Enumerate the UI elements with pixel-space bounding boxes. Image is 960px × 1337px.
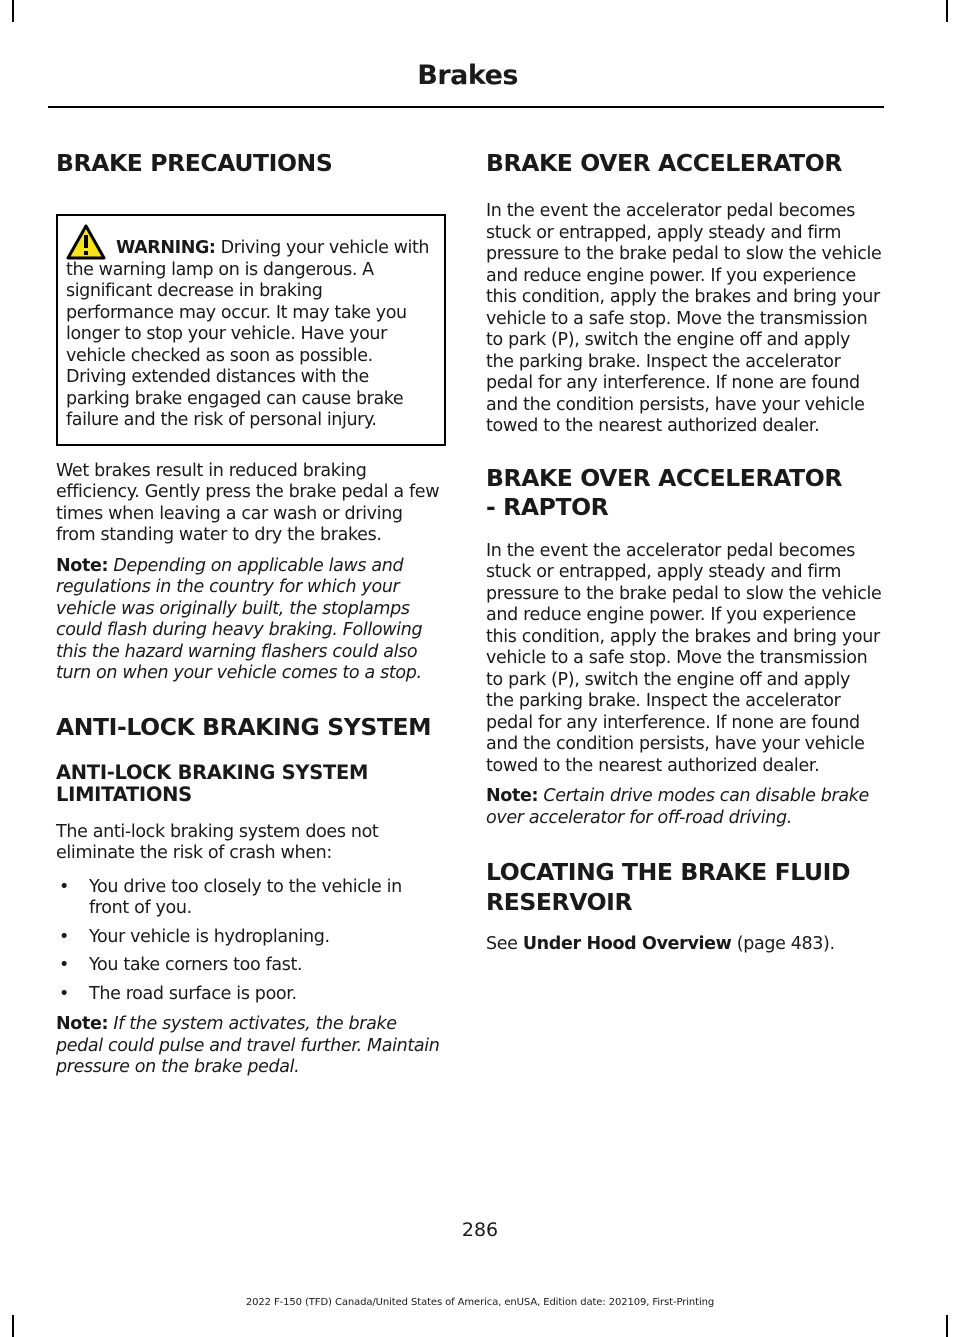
header-divider bbox=[48, 106, 884, 108]
brake-over-accelerator-raptor-heading: BRAKE OVER ACCELERATOR - RAPTOR bbox=[486, 463, 843, 521]
note-label: Note: bbox=[56, 1014, 109, 1034]
note-body: Certain drive modes can disable brake over accelerator for off-road driving. bbox=[486, 786, 869, 828]
note-drive-modes bbox=[486, 786, 882, 829]
bullet-icon: • bbox=[59, 926, 69, 947]
see-reference: See Under Hood Overview (page 483). bbox=[486, 934, 835, 954]
warning-box bbox=[56, 214, 446, 446]
brake-over-accelerator-raptor-paragraph: In the event the accelerator pedal becomes stuck or entrapped, apply steady and firm pressure to the brake pedal to slow the vehicle and reduce engine power. If you experience this condition, apply the brakes and bring your vehicle to a safe stop. Move the transmission to park (P), switch the engine off and apply the parking brake. Inspect the accelerator pedal for any interference. If none are found and the condition persists, have your vehicle towed to the nearest authorized dealer. bbox=[486, 540, 882, 776]
edition-footer: 2022 F-150 (TFD) Canada/United States of America, enUSA, Edition date: 202109, First-Printing bbox=[245, 1297, 715, 1308]
brake-over-accelerator-paragraph: In the event the accelerator pedal becomes stuck or entrapped, apply steady and firm pressure to the brake pedal to slow the vehicle and reduce engine power. If you experience this condition, apply the brakes and bring your vehicle to a safe stop. Move the transmission to park (P), switch the engine off and apply the parking brake. Inspect the accelerator pedal for any interference. If none are found and the condition persists, have your vehicle towed to the nearest authorized dealer. bbox=[486, 201, 882, 436]
note-stoplamps bbox=[56, 556, 446, 685]
list-item: • The road surface is poor. bbox=[59, 983, 297, 1004]
abs-heading: ANTI-LOCK BRAKING SYSTEM bbox=[56, 712, 432, 741]
bullet-icon: • bbox=[59, 983, 69, 1004]
crop-mark-top-left bbox=[12, 0, 14, 22]
brake-fluid-reservoir-heading: LOCATING THE BRAKE FLUID RESERVOIR bbox=[486, 858, 851, 916]
crop-mark-top-right bbox=[946, 0, 948, 22]
brake-over-accelerator-heading: BRAKE OVER ACCELERATOR bbox=[486, 149, 843, 177]
crop-mark-bottom-left bbox=[12, 1315, 14, 1337]
warning-triangle-icon bbox=[66, 224, 106, 260]
warning-body: Driving your vehicle with the warning lamp on is dangerous. A significant decrease in braking performance may occur. It may take you longer to stop your vehicle. Have your vehicle checked as soon as possible. Driving extended distances with the parking brake engaged can cause brake failure and the risk of personal injury. bbox=[66, 238, 430, 430]
page-number: 286 bbox=[461, 1219, 499, 1241]
note-body: Depending on applicable laws and regulations in the country for which your vehicle was originally built, the stoplamps could flash during heavy braking. Following this the hazard warning flashers could also turn on when your vehicle comes to a stop. bbox=[56, 555, 423, 683]
brake-precautions-heading: BRAKE PRECAUTIONS bbox=[56, 149, 333, 177]
abs-limitations-heading: ANTI-LOCK BRAKING SYSTEM LIMITATIONS bbox=[56, 760, 369, 806]
warning-text bbox=[66, 238, 434, 432]
wet-brakes-paragraph: Wet brakes result in reduced braking efficiency. Gently press the brake pedal a few times when leaving a car wash or driving from standing water to dry the brakes. bbox=[56, 460, 440, 545]
crop-mark-bottom-right bbox=[946, 1315, 948, 1337]
left-column bbox=[56, 140, 446, 1079]
list-item: • You drive too closely to the vehicle in front of you. bbox=[59, 876, 402, 918]
note-body: If the system activates, the brake pedal could pulse and travel further. Maintain pressure on the brake pedal. bbox=[56, 1014, 440, 1077]
abs-limitations-list bbox=[56, 877, 446, 1006]
under-hood-overview-link[interactable]: Under Hood Overview bbox=[522, 934, 732, 954]
bullet-icon: • bbox=[59, 955, 69, 975]
abs-intro: The anti-lock braking system does not eliminate the risk of crash when: bbox=[56, 821, 379, 863]
right-column bbox=[486, 140, 882, 956]
page-title: Brakes bbox=[417, 60, 518, 91]
list-item: • Your vehicle is hydroplaning. bbox=[59, 926, 330, 947]
note-label: Note: bbox=[56, 555, 109, 576]
list-item: • You take corners too fast. bbox=[59, 955, 303, 975]
note-abs-activation bbox=[56, 1014, 446, 1079]
warning-label: WARNING: bbox=[116, 238, 216, 258]
note-label: Note: bbox=[486, 786, 539, 806]
bullet-icon: • bbox=[59, 876, 69, 897]
